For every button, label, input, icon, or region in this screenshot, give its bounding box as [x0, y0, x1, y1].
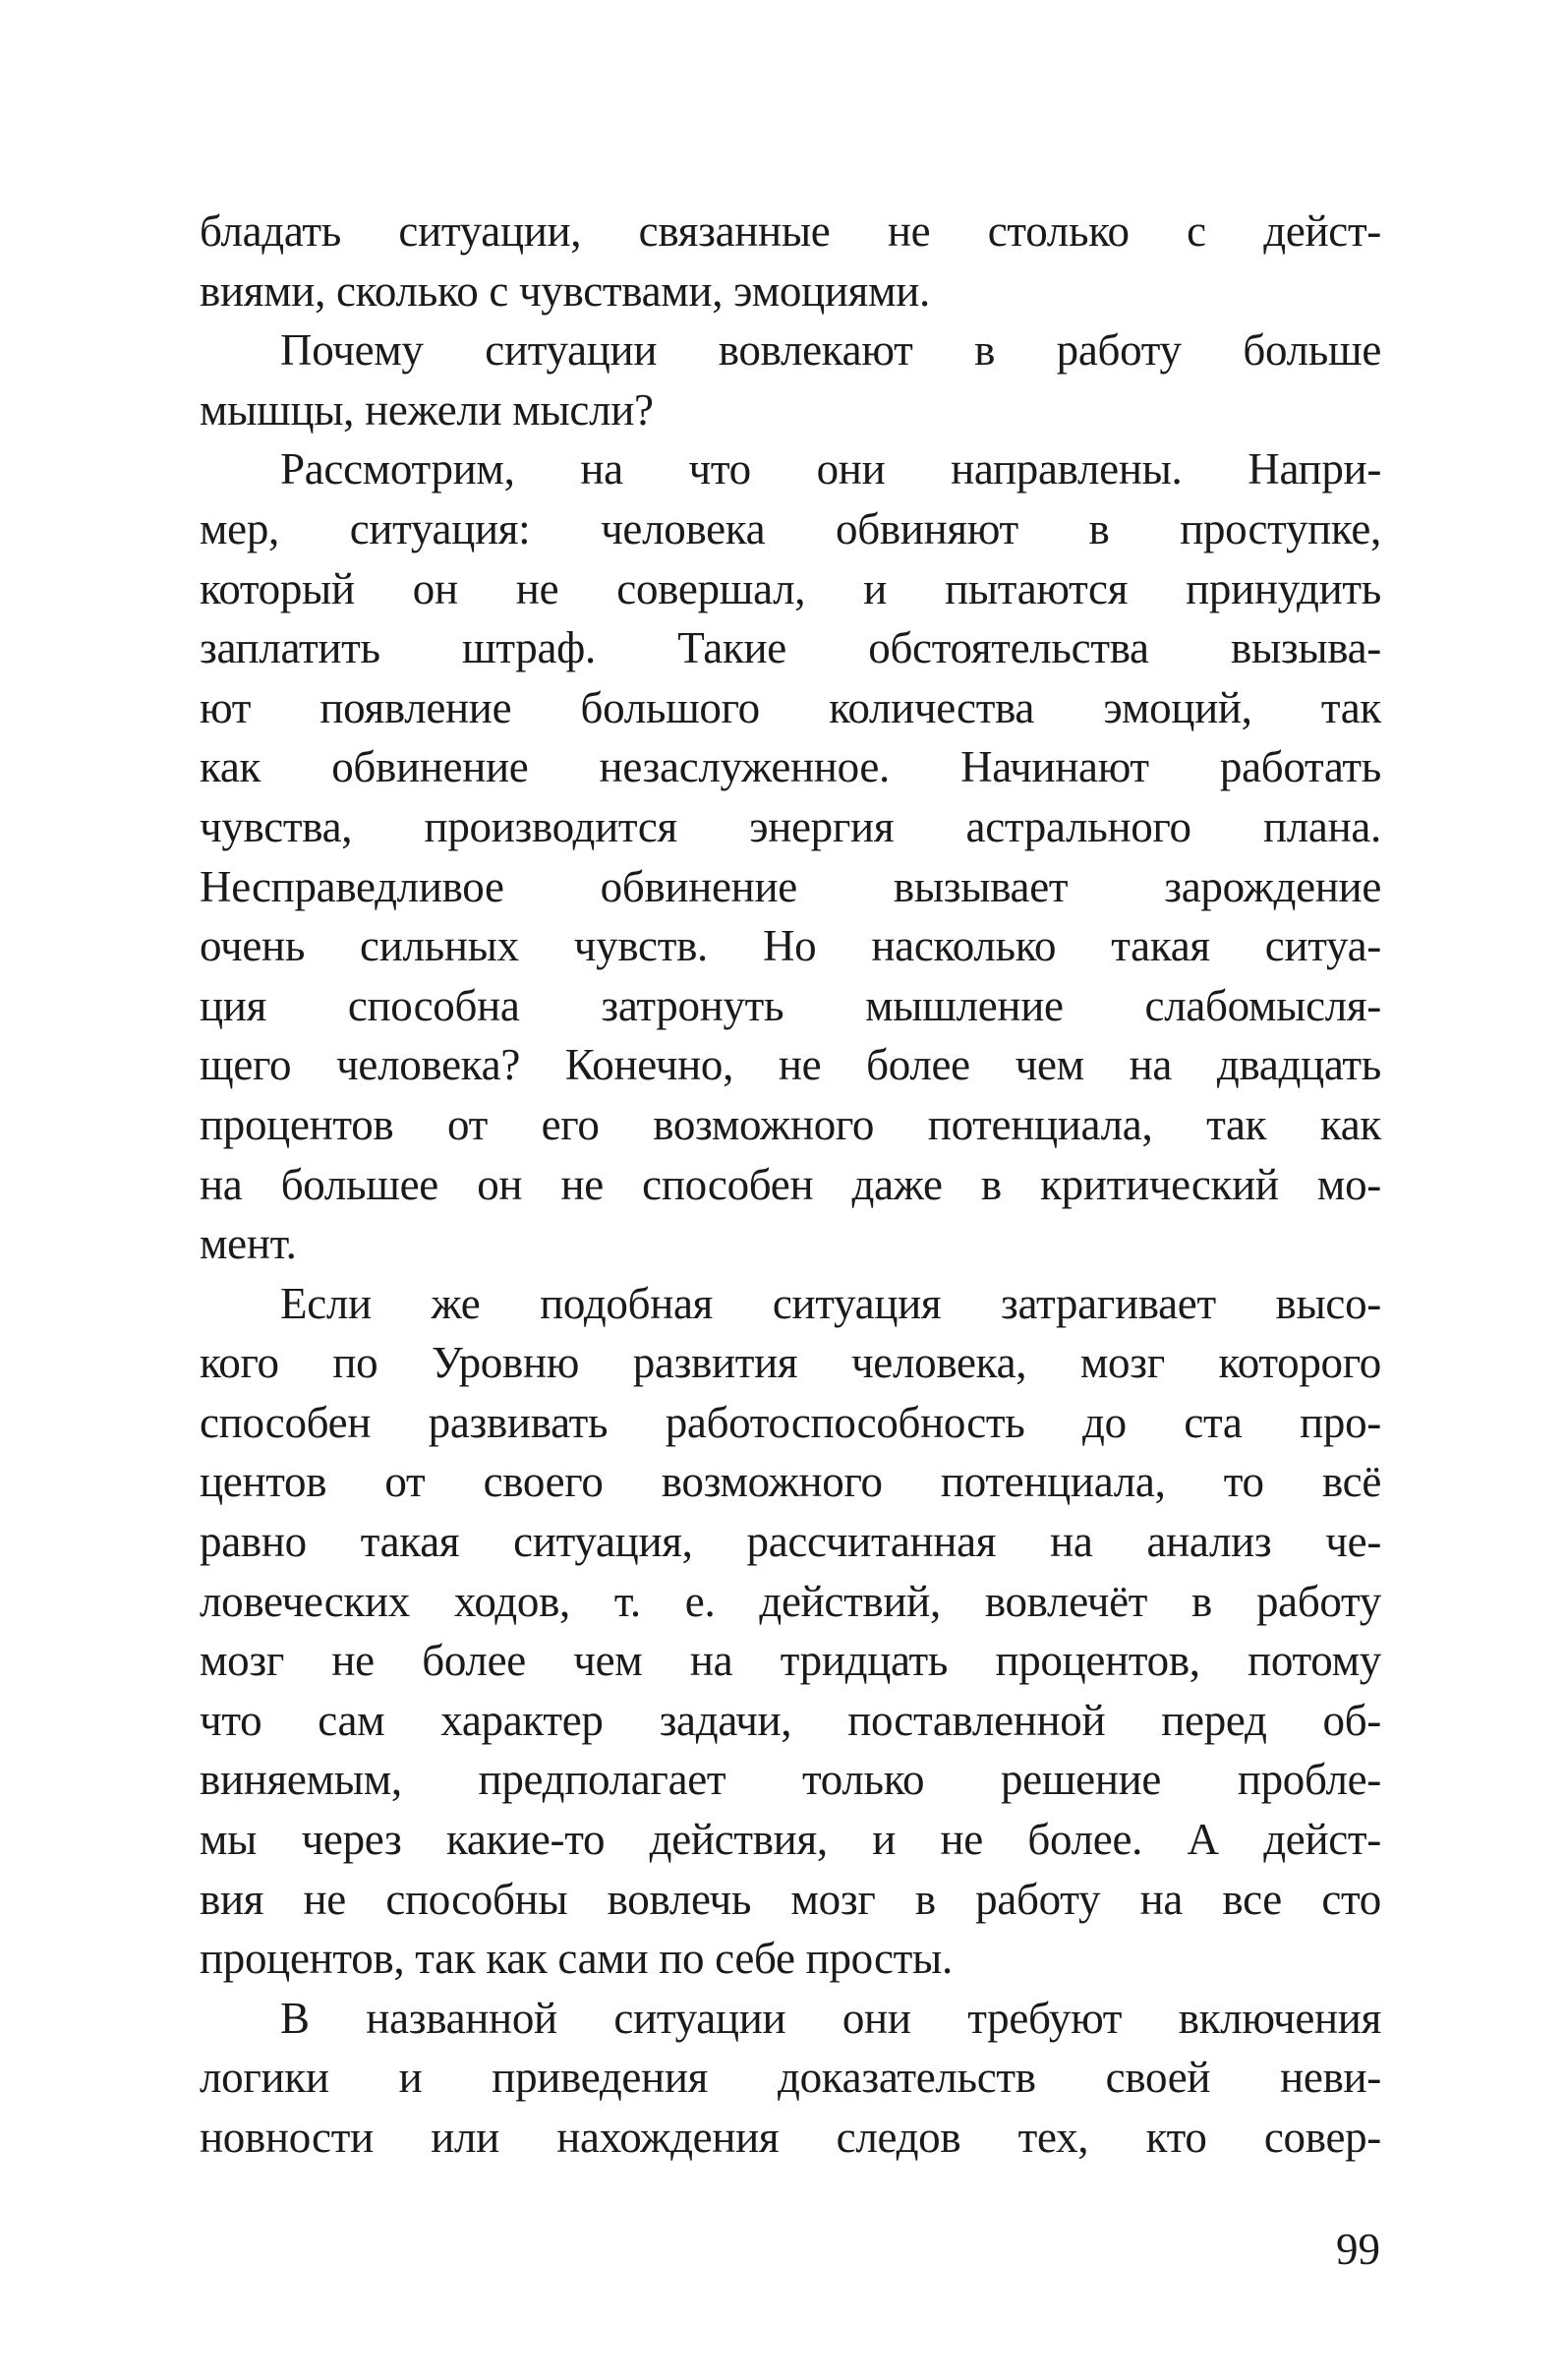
text-line: очень сильных чувств. Но насколько такая ситуа- [200, 921, 1381, 971]
paragraph [200, 439, 1381, 1273]
text-line: мышцы, нежели мысли? [200, 384, 654, 435]
text-line: В названной ситуации они требуют включения [280, 1993, 1381, 2043]
paragraph [200, 1274, 1381, 1989]
text-line: как обвинение незаслуженное. Начинают работать [200, 742, 1381, 792]
text-line: новности или нахождения следов тех, кто совер- [200, 2113, 1381, 2162]
text-line: мы через какие-то действия, и не более. А дейст- [200, 1815, 1381, 1865]
page-number: 99 [1336, 2225, 1380, 2274]
text-line: ют появление большого количества эмоций, так [200, 682, 1381, 732]
text-line: способен развивать работоспособность до ста про- [200, 1397, 1381, 1447]
text-line: мер, ситуация: человека обвиняют в проступке, [200, 503, 1381, 553]
paragraph [200, 1989, 1381, 2168]
text-line: Рассмотрим, на что они направлены. Напри- [280, 444, 1381, 494]
text-line: центов от своего возможного потенциала, то всё [200, 1457, 1381, 1507]
text-line: мент. [200, 1219, 297, 1269]
paragraph [200, 320, 1381, 439]
text-line: чувства, производится энергия астрального плана. [200, 801, 1381, 851]
text-line: Несправедливое обвинение вызывает зарождение [200, 861, 1381, 911]
text-line: виняемым, предполагает только решение пробле- [200, 1755, 1381, 1805]
text-line: щего человека? Конечно, не более чем на двадцать [200, 1040, 1381, 1090]
text-line: Почему ситуации вовлекают в работу больше [280, 325, 1381, 376]
text-line: который он не совершал, и пытаются принудить [200, 563, 1381, 613]
text-line: ция способна затронуть мышление слабомысля- [200, 980, 1381, 1030]
text-line: равно такая ситуация, рассчитанная на анализ че- [200, 1517, 1381, 1567]
text-line: вия не способны вовлечь мозг в работу на все сто [200, 1874, 1381, 1924]
text-line: заплатить штраф. Такие обстоятельства вызыва- [200, 623, 1381, 673]
paragraph [200, 202, 1381, 320]
text-line: что сам характер задачи, поставленной перед об- [200, 1695, 1381, 1745]
text-line: процентов, так как сами по себе просты. [200, 1934, 953, 1984]
text-line: на большее он не способен даже в критический мо- [200, 1159, 1381, 1209]
text-line: ловеческих ходов, т. е. действий, вовлечёт в работу [200, 1576, 1381, 1626]
text-line: процентов от его возможного потенциала, так как [200, 1099, 1381, 1149]
text-line: Если же подобная ситуация затрагивает высо- [280, 1278, 1381, 1328]
text-line: виями, сколько с чувствами, эмоциями. [200, 265, 930, 316]
body-text [200, 202, 1381, 2168]
text-line: мозг не более чем на тридцать процентов, потому [200, 1636, 1381, 1686]
text-line: логики и приведения доказательств своей неви- [200, 2053, 1381, 2103]
text-line: кого по Уровню развития человека, мозг которого [200, 1338, 1381, 1388]
text-line: бладать ситуации, связанные не столько с дейст- [200, 206, 1381, 256]
